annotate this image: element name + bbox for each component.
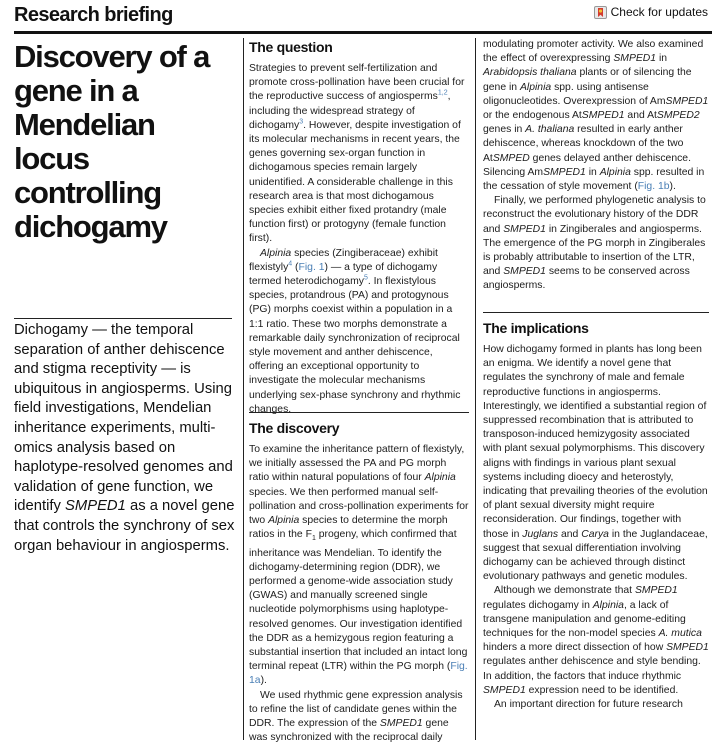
implications-paragraph-1: How dichogamy formed in plants has long been an enigma. We identify a novel gene that regulates the synchrony of male and female reproductive functions in angiosperms. Interestingly, we identified a substantial region of suppressed recombination that is attributed to transposon-induced hemizygosity associated with plant sexual polymorphisms. This discovery aligns with findings in various plant sexual systems including dioecy and heterostyly, indicating that prevailing theories of the evolution of plant sexual diversity might require reconsideration. Our findings, together with those in Juglans and Carya in the Juglandaceae, suggest that sexual differentiation involving dichogamy can be achieved through distinct evolutionary pathways and genetic modules. — [483, 344, 708, 583]
reference-link[interactable]: 4 — [288, 260, 293, 268]
check-for-updates-button[interactable] — [594, 5, 708, 19]
figure-link[interactable]: Fig. 1 — [298, 261, 325, 273]
question-paragraph-1: Strategies to prevent self-fertilization and promote cross-pollination have been crucial for the reproductive success of angiosperms$^{1,2}$, including the widespread strategy of dichogamy$^3$. However, despite investigation of its molecular mechanisms in recent years, the genes governing sex-organ function in dichogamous species remain largely unidentified. A considerable challenge in this research area is that most dichogamous species exhibit either fixed protandry (male function first) or protogyny (female function first). — [249, 63, 465, 245]
section-heading-implications: The implications — [483, 320, 589, 336]
section-heading-question: The question — [249, 39, 333, 55]
question-paragraph-2: Alpinia species (Zingiberaceae) exhibit flexistyly$^4$ (Fig. 1) — a type of dichogamy termed heterodichogamy$^5$. In flexistylous species, protandrous (PA) and protogynous (PG) morphs coexist within a population in a 1:1 ratio. These two morphs demonstrate a remarkable daily synchronization of reciprocal style movement and anther dehiscence, offering an exceptional opportunity to investigate the molecular mechanisms underlying sex-phase synchrony and rhythmic changes. — [249, 247, 461, 415]
discovery-paragraph-2: We used rhythmic gene expression analysis to refine the list of candidate genes within the DDR. The expression of the SMPED1 gene was synchronized with the reciprocal daily — [249, 689, 463, 744]
column-divider — [475, 38, 476, 740]
section-rule — [483, 312, 709, 313]
check-for-updates-icon — [594, 6, 607, 19]
implications-paragraph-3: An important direction for future research — [494, 699, 683, 711]
section-heading-discovery: The discovery — [249, 420, 340, 436]
discovery-paragraph-1: To examine the inheritance pattern of flexistyly, we initially assessed the PA and PG morph ratio within natural populations of four Alpinia species. We then performed manual self-pollination and cross-pollination experiments for two Alpinia species to determine the morph ratios in the $F_1$ progeny, which confirmed that inheritance was Mendelian. To identify the dichogamy-determining region (DDR), we performed a genome-wide association study (GWAS) and manually screened single nucleotide polymorphisms using haplotype-resolved genomes. Our investigation identified the DDR as a hemizygous region featuring a substantial insertion that included an intact long terminal repeat (LTR) within the PG morph (Fig. 1a). — [249, 444, 469, 687]
header-rule — [14, 31, 712, 34]
column-divider — [243, 38, 244, 740]
article-title: Discovery of a gene in a Mendelian locus controlling dichogamy — [14, 39, 210, 244]
column-right-implications — [483, 312, 709, 712]
discovery-paragraph-3: modulating promoter activity. We also examined the effect of overexpressing SMPED1 in Arabidopsis thaliana plants or of silencing the gene in Alpinia spp. using antisense oligonucleotides. Overexpression of AmSMPED1 or the endogenous AtSMPED1 and AtSMPED2 genes in A. thaliana resulted in early anther dehiscence, whereas knockdown of the two AtSMPED genes delayed anther dehiscence. Silencing AmSMPED1 in Alpinia spp. resulted in the cessation of style movement (Fig. 1b). — [483, 39, 709, 193]
summary-rule — [14, 318, 232, 319]
column-middle-discovery — [249, 412, 469, 745]
figure-link[interactable]: Fig. 1b — [637, 181, 670, 193]
reference-link[interactable]: 3 — [299, 118, 304, 126]
discovery-paragraph-4: Finally, we performed phylogenetic analysis to reconstruct the evolutionary history of the DDR and SMPED1 in Zingiberales and angiosperms. The emergence of the PG morph in Zingiberales is probably attributable to insertion of the LTR, and SMPED1 seems to be conserved across angiosperms. — [483, 195, 706, 292]
figure-link[interactable]: Fig. 1a — [249, 661, 468, 687]
reference-link[interactable]: 5 — [363, 274, 368, 282]
section-rule — [249, 412, 469, 413]
article-summary: Dichogamy — the temporal separation of anther dehiscence and stigma receptivity — is ubiquitous in angiosperms. Using field investigations, Mendelian inheritance experiments, multi-omics analysis based on haplotype-resolved genomes and validation of gene function, we identify SMPED1 as a novel gene that controls the synchrony of sex organ behaviour in angiosperms. — [14, 322, 235, 554]
check-for-updates-label: Check for updates — [610, 5, 708, 19]
implications-paragraph-2: Although we demonstrate that SMPED1 regulates dichogamy in Alpinia, a lack of transgene manipulation and genome-editing techniques for the non-model species A. mutica hinders a more direct dissection of how SMPED1 regulates anther dehiscence and style bending. In addition, the factors that induce rhythmic SMPED1 expression need to be identified. — [483, 585, 709, 696]
column-right — [483, 38, 709, 294]
section-label: Research briefing — [14, 4, 173, 26]
reference-link[interactable]: 1,2 — [437, 89, 448, 97]
column-middle — [249, 38, 469, 417]
